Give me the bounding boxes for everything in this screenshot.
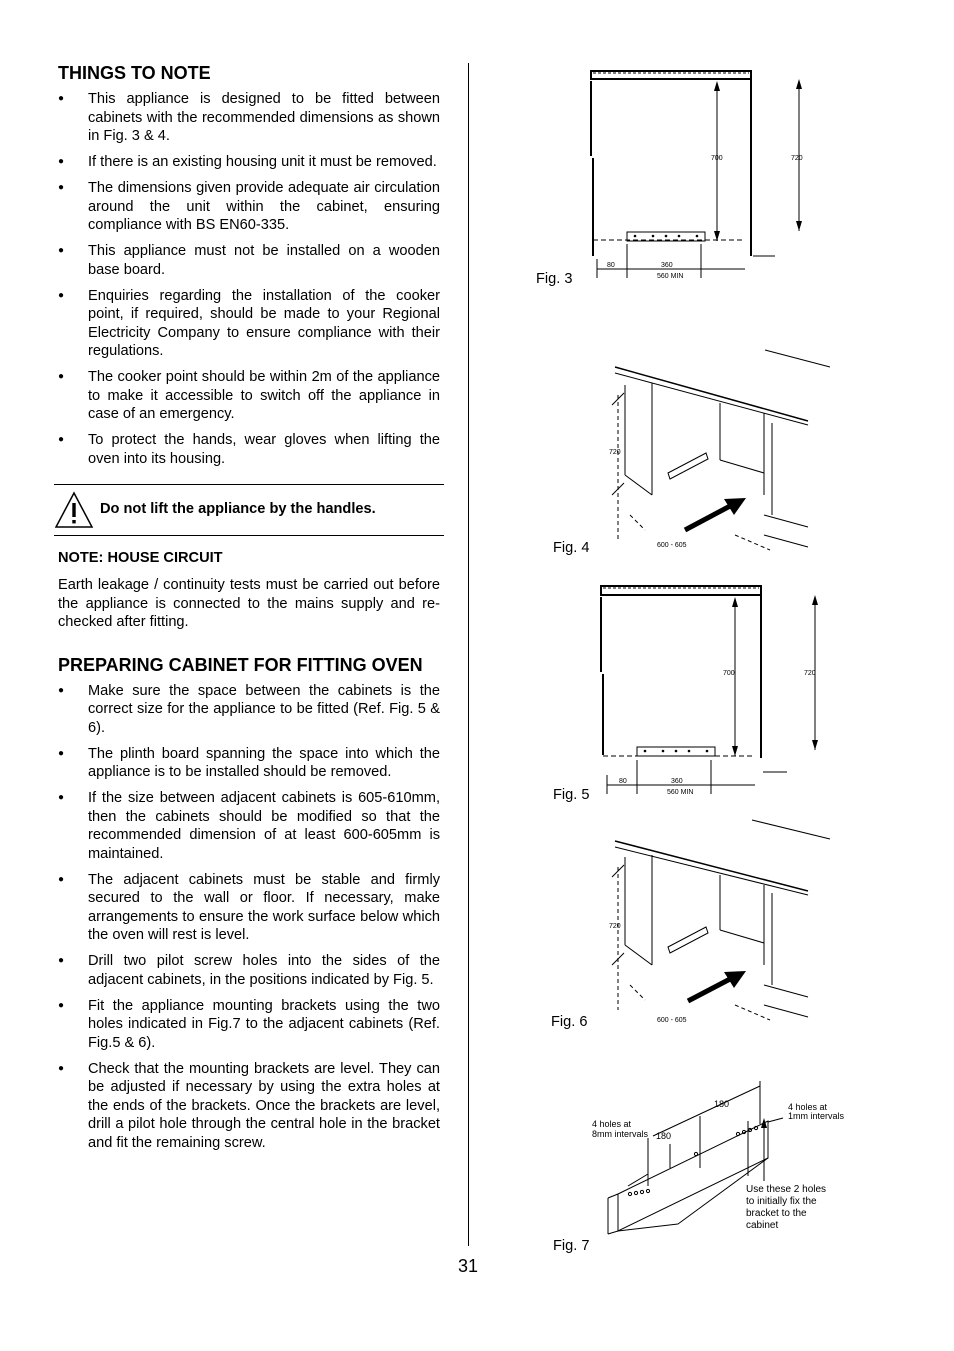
dim-360: 360 — [671, 778, 683, 785]
warning-triangle-icon — [54, 491, 94, 529]
list-item: ● Make sure the space between the cabinets is the correct size for the appliance to be fitted (Ref. Fig. 5 & 6). — [58, 682, 440, 738]
holes-left-line1: 4 holes at — [592, 1119, 632, 1129]
list-item: ● Enquiries regarding the installation of the cooker point, if required, should be made to your Regional Electricity Company to ensure compliance with their regulations. — [58, 287, 440, 361]
dim-360: 360 — [661, 262, 673, 269]
list-item: ● To protect the hands, wear gloves when lifting the oven into its housing. — [58, 431, 440, 468]
things-to-note-list — [58, 90, 440, 468]
note-line1: Use these 2 holes — [746, 1184, 827, 1195]
dim-600-605: 600 - 605 — [657, 1017, 687, 1024]
list-item: ● The cooker point should be within 2m of the appliance to make it accessible to switch off the appliance in case of an emergency. — [58, 368, 440, 424]
things-to-note-heading: THINGS TO NOTE — [58, 63, 211, 83]
holes-right-line1: 4 holes at — [788, 1102, 828, 1112]
fig5-diagram — [595, 580, 825, 800]
dim-600-605: 600 - 605 — [657, 542, 687, 549]
warning-box — [54, 484, 444, 536]
dim-700: 700 — [711, 155, 723, 162]
dim-700: 700 — [723, 670, 735, 677]
fig4-diagram — [600, 345, 835, 565]
holes-right-line2: 1mm intervals — [788, 1111, 845, 1121]
list-item: ● The dimensions given provide adequate air circulation around the unit within the cabinet, ensuring compliance with BS EN60-335. — [58, 179, 440, 235]
page-number: 31 — [458, 1256, 479, 1276]
dim-560-min: 560 MIN — [657, 273, 684, 280]
fig5-label: Fig. 5 — [553, 787, 590, 803]
fig7-diagram — [588, 1076, 858, 1241]
list-item: ● Drill two pilot screw holes into the sides of the adjacent cabinets, in the positions indicated by Fig. 5. — [58, 952, 440, 989]
left-column — [58, 62, 440, 1160]
list-item: ● This appliance must not be installed on a wooden base board. — [58, 242, 440, 279]
list-item: ● If there is an existing housing unit it must be removed. — [58, 153, 440, 172]
fig4-label: Fig. 4 — [553, 540, 590, 556]
fig3-label: Fig. 3 — [536, 271, 573, 287]
dim-560-min: 560 MIN — [667, 789, 694, 796]
list-item: ● Check that the mounting brackets are level. They can be adjusted if necessary by using the extra holes at the ends of the brackets. Once the brackets are level, drill a pilot hole through the central hole in the bracket and fit the remaining screw. — [58, 1060, 440, 1153]
fig7-label: Fig. 7 — [553, 1238, 590, 1254]
dim-80: 80 — [607, 262, 615, 269]
note-line2: to initially fix the — [746, 1196, 817, 1207]
dim-180-left: 180 — [656, 1131, 672, 1141]
list-item: ● The adjacent cabinets must be stable and firmly secured to the wall or floor. If necessary, make arrangements to ensure the work surface below which the oven will rest is level. — [58, 871, 440, 945]
fig6-label: Fig. 6 — [551, 1014, 588, 1030]
dim-720: 720 — [804, 670, 816, 677]
note-line4: cabinet — [746, 1220, 779, 1231]
list-item: ● Fit the appliance mounting brackets using the two holes indicated in Fig.7 to the adjacent cabinets (Ref. Fig.5 & 6). — [58, 997, 440, 1053]
dim-720: 720 — [609, 923, 621, 930]
holes-left-line2: 8mm intervals — [592, 1129, 649, 1139]
column-divider — [468, 63, 469, 1246]
list-item: ● This appliance is designed to be fitted between cabinets with the recommended dimensions as shown in Fig. 3 & 4. — [58, 90, 440, 146]
fig3-diagram — [585, 66, 815, 286]
preparing-cabinet-heading: PREPARING CABINET FOR FITTING OVEN — [58, 654, 423, 675]
dim-720: 720 — [609, 449, 621, 456]
list-item: ● The plinth board spanning the space into which the appliance is to be installed should be removed. — [58, 745, 440, 782]
dim-720: 720 — [791, 155, 803, 162]
dim-80: 80 — [619, 778, 627, 785]
fig6-diagram — [600, 815, 835, 1035]
note-heading: NOTE: HOUSE CIRCUIT — [58, 550, 223, 566]
preparing-cabinet-list — [58, 682, 440, 1153]
note-text: Earth leakage / continuity tests must be carried out before the appliance is connected to the mains supply and re-checked after fitting. — [58, 577, 440, 630]
note-line3: bracket to the — [746, 1208, 807, 1219]
list-item: ● If the size between adjacent cabinets is 605-610mm, then the cabinets should be modified so that the recommended dimension of at least 600-605mm is maintained. — [58, 789, 440, 863]
dim-180-top: 180 — [714, 1099, 730, 1109]
warning-text: Do not lift the appliance by the handles. — [100, 501, 376, 517]
